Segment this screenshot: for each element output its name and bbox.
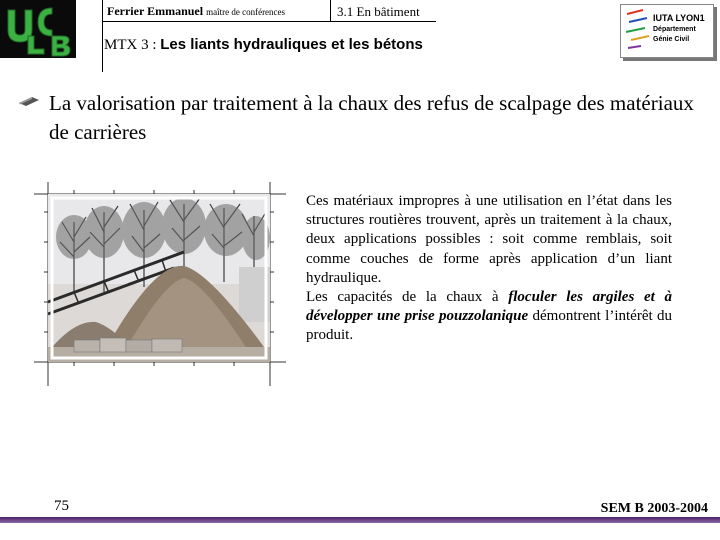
footer-bar xyxy=(0,517,720,523)
iuta-logo-mark xyxy=(623,6,653,56)
slide-title: La valorisation par traitement à la chaux des refus de scalpage des matériaux de carrières xyxy=(49,91,694,144)
module-title: Les liants hydrauliques et les bétons xyxy=(160,36,423,53)
author-role: maître de conférences xyxy=(206,7,286,17)
bullet-icon xyxy=(18,95,40,107)
module-code: MTX 3 : xyxy=(104,37,157,53)
body-part-2: Les capacités de la chaux à xyxy=(306,289,509,306)
course-label: 3.1 En bâtiment xyxy=(337,4,420,19)
logo-line-1: IUTA LYON1 xyxy=(653,13,705,23)
header-divider xyxy=(330,0,331,22)
logo-line-2: Département xyxy=(653,26,696,33)
author-line xyxy=(107,4,285,19)
logo-line-3: Génie Civil xyxy=(653,36,690,43)
header-rule xyxy=(102,21,436,22)
page-number: 75 xyxy=(54,498,69,514)
ucbl-logo xyxy=(0,0,76,58)
module-heading xyxy=(104,36,423,54)
session-label: SEM B 2003-2004 xyxy=(600,501,708,516)
body-emphasis: floculer les argiles et à développer une prise pouzzolanique xyxy=(306,289,673,325)
iuta-logo xyxy=(620,4,714,58)
body-part-3: démontrent l’intérêt du produit. xyxy=(306,308,672,344)
header-divider xyxy=(102,0,103,72)
author-name: Ferrier Emmanuel xyxy=(107,4,204,18)
quarry-photo xyxy=(34,182,286,386)
body-part-1: Ces matériaux impropres à une utilisation en l’état dans les structures routières trouvent, après un traitement à la chaux, deux applications possibles : soit comme remblais, soit comme couches de forme après application d’un liant hydraulique. xyxy=(306,193,672,286)
body-paragraph xyxy=(306,192,672,346)
